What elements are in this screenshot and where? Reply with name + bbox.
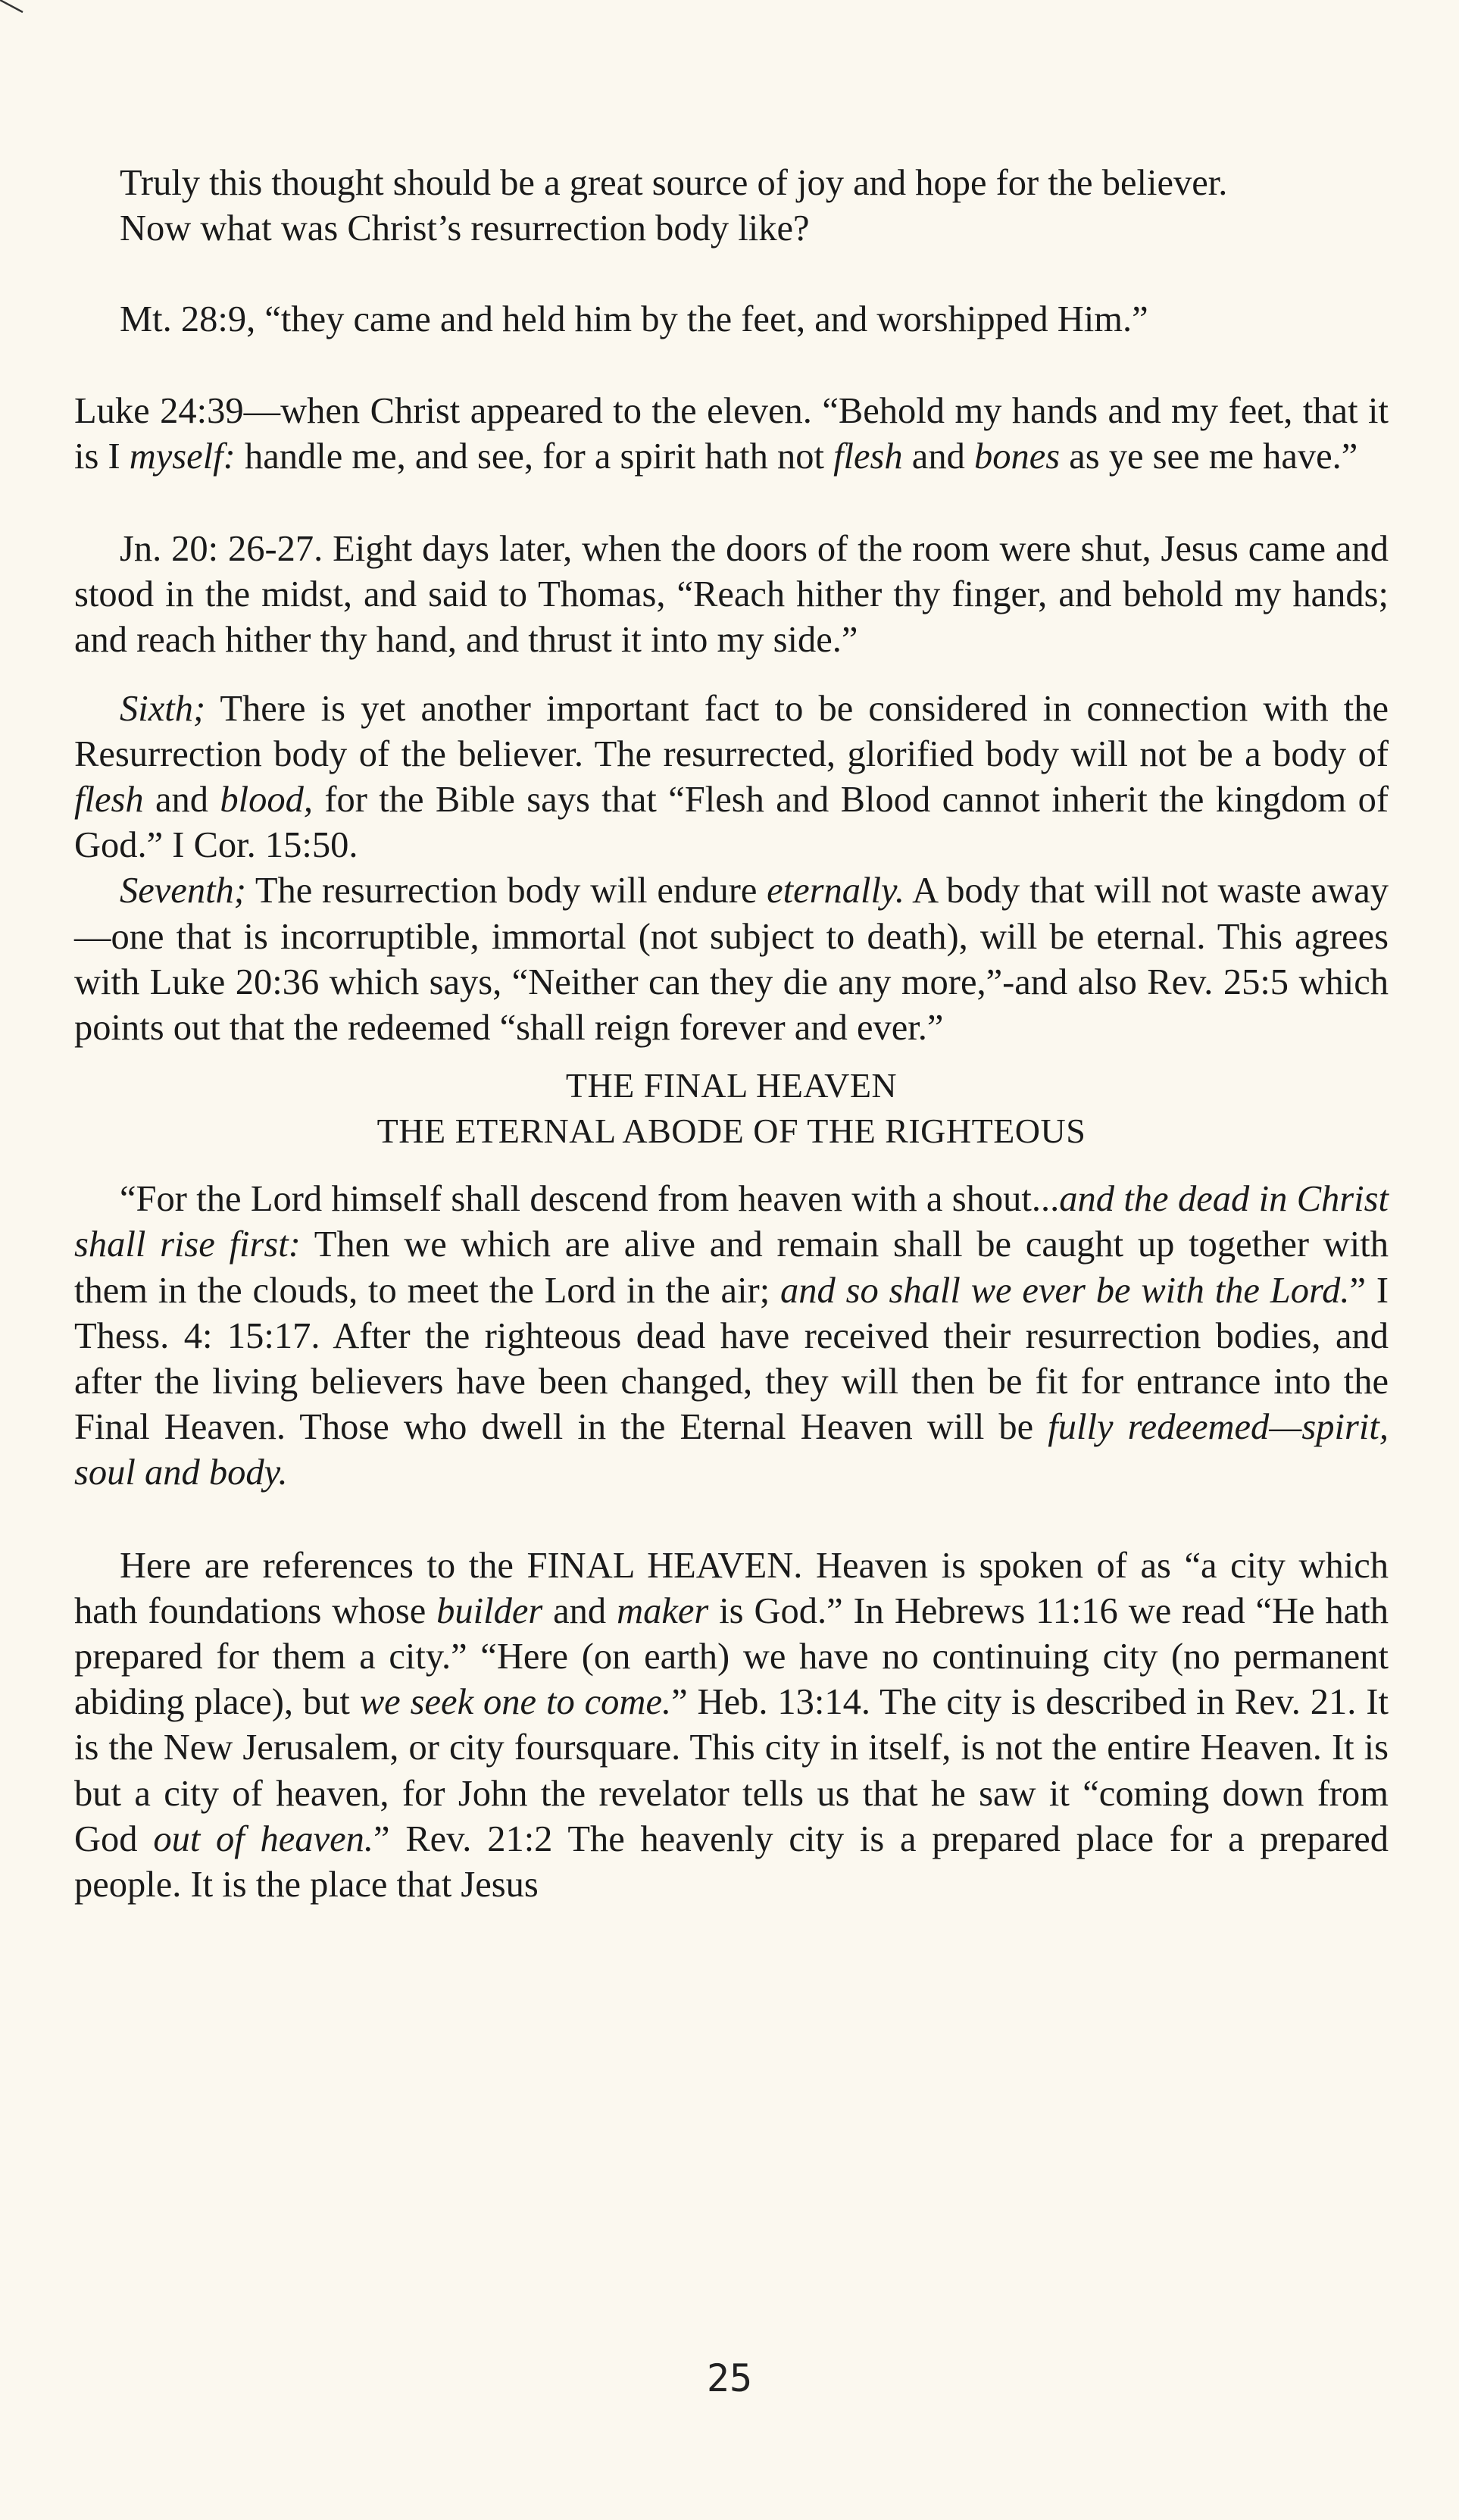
text-run: ” Heb. 13:14. The city is described in Rev. 21. It is the New Jerusalem, or city foursquare. This city in itself, is not the entire Heaven. It is but a city of heaven, for John the revelator tells us that he saw it “coming down from God [74,1682,1389,1859]
text-run: There is yet another important fact to be considered in connection with the Resurrection body of the believer. The resurrected, glorified body will not be a body of [74,688,1389,774]
paragraph-p4 [74,389,1389,480]
italic-run: we seek one to come. [359,1682,672,1723]
text-run: A body that will not waste away—one that is incorruptible, immortal (not subject to death), will be eternal. This agrees with Luke 20:36 which says, “Neither can they die any more,”-and also Rev. 25:5 which points out that the redeemed “shall reign forever and ever.” [74,871,1389,1049]
heading-eternal-abode: THE ETERNAL ABODE OF THE RIGHTEOUS [376,1111,1086,1151]
paragraph-p5 [74,527,1389,664]
corner-tick-mark [0,0,45,30]
italic-run: blood, [220,780,313,821]
paragraph-p6 [74,686,1389,869]
text-run: Then we which are alive and remain shall be caught up together with them in the clouds, to meet the Lord in the air; [74,1224,1389,1311]
text-run: handle me, and see, for a spirit hath not [235,436,834,477]
italic-run: myself: [129,436,236,477]
text-run: Luke 24:39—when Christ appeared to the eleven. “Behold my hands and my feet, that it is I [74,390,1389,477]
italic-run: Seventh; [120,871,246,911]
italic-run: out of heaven. [153,1818,374,1859]
text-run: and [902,436,974,477]
italic-run: and so shall we ever be with the Lord. [780,1270,1350,1311]
text-run: Mt. 28:9, “they came and held him by the feet, and worshipped Him.” [120,299,1148,340]
paragraph-p1 [74,161,1389,206]
paragraph-p9 [74,1543,1389,1909]
italic-run: fully redeemed—spirit, soul and body. [74,1407,1389,1493]
text-run: Jn. 20: 26-27. Eight days later, when the doors of the room were shut, Jesus came and stood in the midst, and said to Thomas, “Reach hither thy finger, and behold my hands; and reach hither thy hand, and thrust it into my side.” [74,529,1389,661]
text-run: as ye see me have.” [1060,436,1358,477]
text-run: and [143,780,220,821]
body-text [74,161,1389,1908]
text-run: “For the Lord himself shall descend from heaven with a shout... [120,1179,1060,1220]
text-run: The resurrection body will endure [245,871,767,911]
italic-run: and the dead in Christ shall rise first: [74,1179,1389,1265]
text-run: Here are references to the FINAL HEAVEN. Heaven is spoken of as “a city which hath foundations whose [74,1545,1389,1631]
italic-run: flesh [833,436,903,477]
text-run: is God.” In Hebrews 11:16 we read “He hath prepared for them a city.” “Here (on earth) we have no continuing city (no permanent abiding place), but [74,1590,1389,1723]
paragraph-p7 [74,868,1389,1051]
italic-run: flesh [74,780,144,821]
text-run: for the Bible says that “Flesh and Blood cannot inherit the kingdom of God.” I Cor. 15:50. [74,780,1389,866]
paragraph-p8 [74,1177,1389,1496]
text-run: Truly this thought should be a great source of joy and hope for the believer. [120,163,1228,203]
text-run: and [542,1590,617,1631]
italic-run: builder [436,1590,543,1631]
italic-run: bones [973,436,1061,477]
text-run: ” I Thess. 4: 15:17. After the righteous dead have received their resurrection bodies, and after the living believers have been changed, they will then be fit for entrance into the Final Heaven. Those who dwell in the Eternal Heaven will be [74,1270,1389,1448]
paragraph-p3 [74,297,1389,342]
text-run: ” Rev. 21:2 The heavenly city is a prepared place for a prepared people. It is the place that Jesus [74,1818,1389,1906]
page-number: 25 [706,2356,753,2400]
text-run: Now what was Christ’s resurrection body like? [120,208,810,249]
italic-run: eternally. [767,871,904,911]
italic-run: maker [617,1590,709,1631]
paragraph-p2 [74,206,1389,252]
italic-run: Sixth; [120,688,206,729]
heading-final-heaven: THE FINAL HEAVEN [565,1066,898,1105]
